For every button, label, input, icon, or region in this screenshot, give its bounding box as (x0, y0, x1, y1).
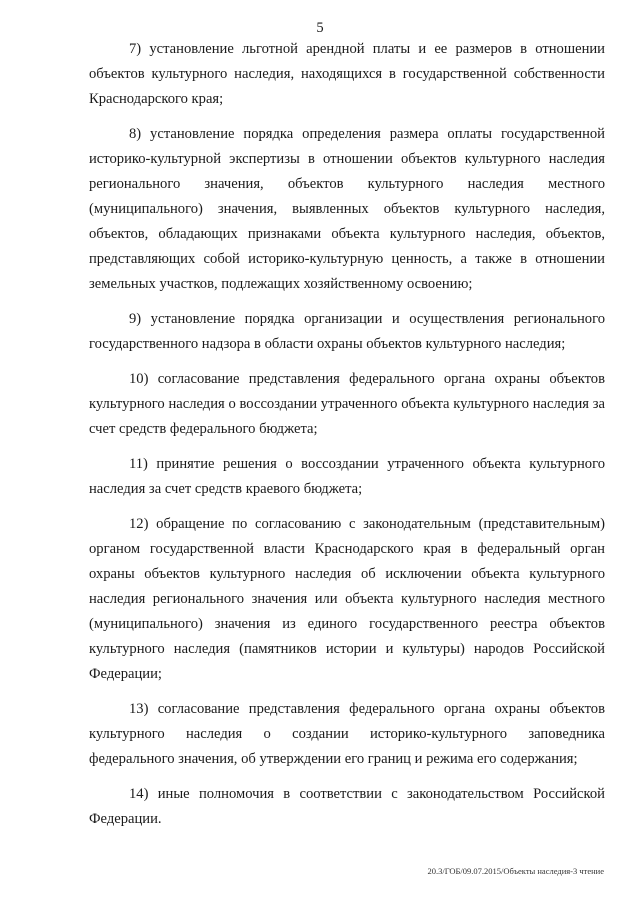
list-item-9: 9) установление порядка организации и осуществления регионального государственного надзора в области охраны объектов культурного наследия; (89, 311, 605, 352)
footer-file-reference: 20.3/ГОБ/09.07.2015/Объекты наследия-3 чтение (427, 866, 604, 876)
list-item-13: 13) согласование представления федерального органа охраны объектов культурного наследия о создании историко-культурного заповедника федерального значения, об утверждении его границ и режима его содержания; (89, 701, 605, 767)
list-item-14: 14) иные полномочия в соответствии с законодательством Российской Федерации. (89, 786, 605, 827)
page-number: 5 (316, 20, 324, 36)
list-item-12: 12) обращение по согласованию с законодательным (представительным) органом государственной власти Краснодарского края в федеральный орган охраны объектов культурного наследия об исключении объекта культурного наследия регионального значения или объекта культурного наследия местного (муниципального) значения из единого государственного реестра объектов культурного наследия (памятников истории и культуры) народов Российской Федерации; (89, 516, 605, 682)
list-item-10: 10) согласование представления федерального органа охраны объектов культурного наследия о воссоздании утраченного объекта культурного наследия за счет средств федерального бюджета; (89, 371, 605, 437)
list-item-8: 8) установление порядка определения размера оплаты государственной историко-культурной экспертизы в отношении объектов культурного наследия регионального значения, объектов культурного наследия местного (муниципального) значения, выявленных объектов культурного наследия, объектов, обладающих признаками объекта культурного наследия, объектов, представляющих собой историко-культурную ценность, а также в отношении земельных участков, подлежащих хозяйственному освоению; (89, 126, 605, 292)
list-item-11: 11) принятие решения о воссоздании утраченного объекта культурного наследия за счет средств краевого бюджета; (89, 456, 605, 497)
document-body (89, 37, 605, 842)
list-item-7: 7) установление льготной арендной платы и ее размеров в отношении объектов культурного наследия, находящихся в государственной собственности Краснодарского края; (89, 41, 605, 107)
